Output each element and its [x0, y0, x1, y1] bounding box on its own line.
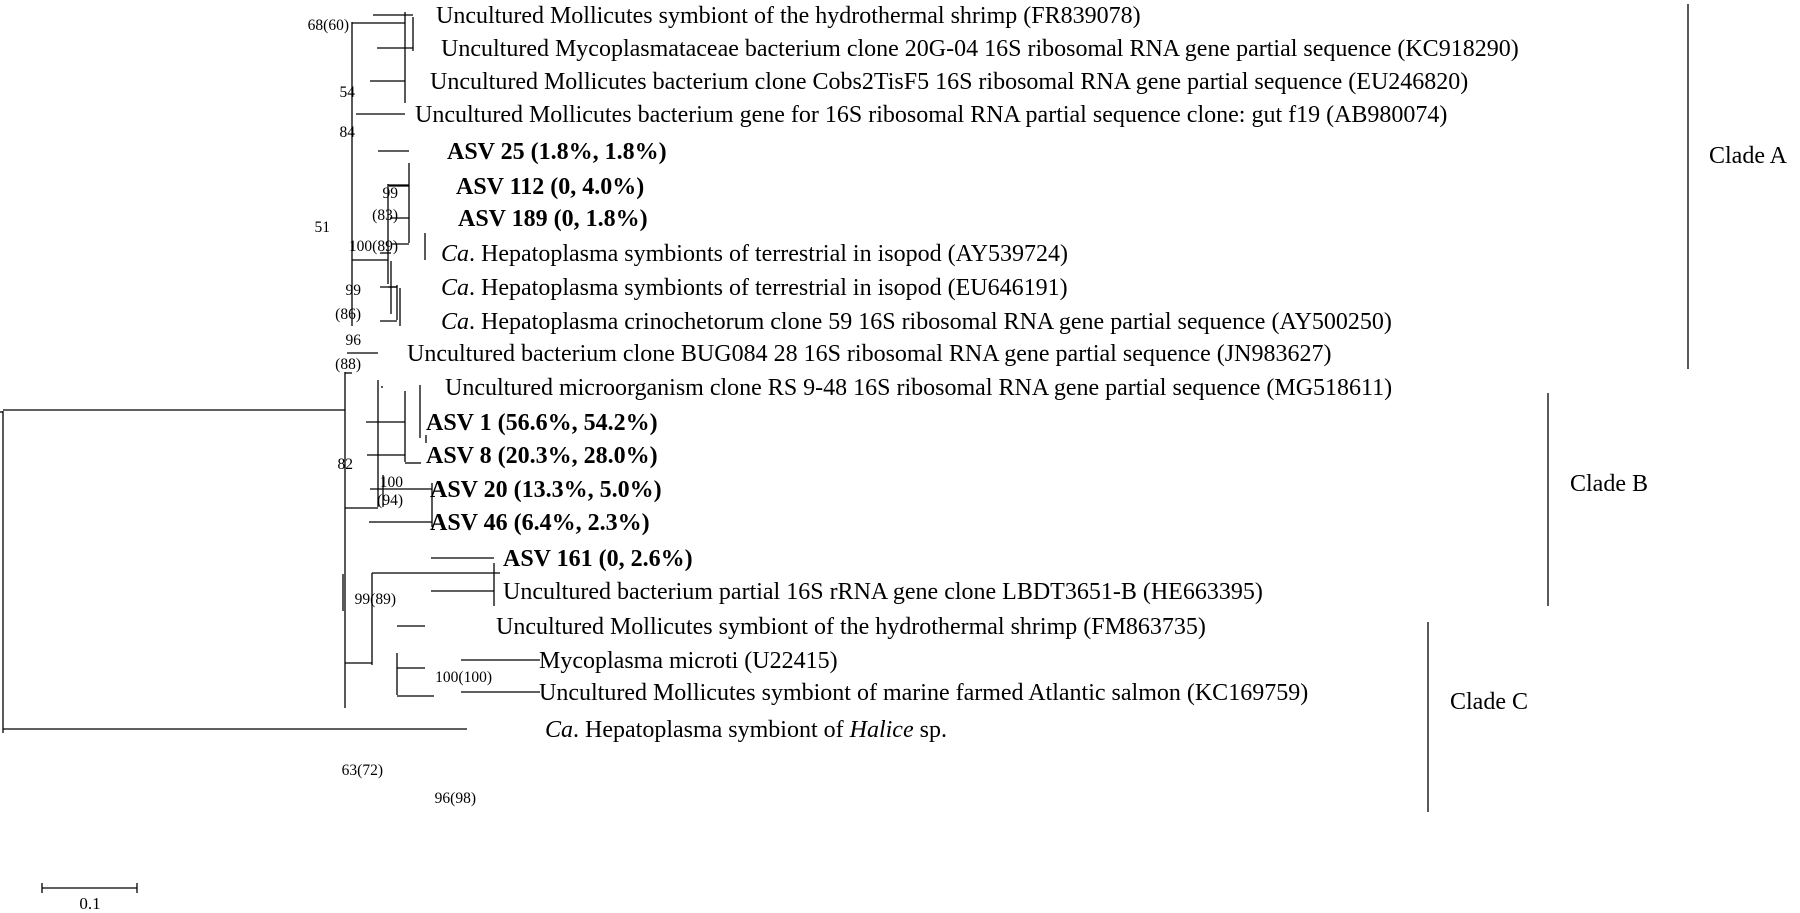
- leaf-label: [456, 174, 644, 200]
- leaf-label: [426, 410, 658, 436]
- support-value: 96: [345, 332, 361, 349]
- leaf-label-part: Ca: [545, 717, 574, 743]
- support-value: 100(100): [435, 669, 492, 686]
- support-value: (94): [377, 492, 403, 509]
- leaf-label-part: Uncultured Mollicutes symbiont of the hydrothermal shrimp (FR839078): [436, 3, 1141, 29]
- leaf-label: [415, 102, 1447, 128]
- leaf-label: [503, 546, 693, 572]
- leaf-label-part: ASV 25 (1.8%, 1.8%): [447, 139, 667, 165]
- support-value: 100(89): [348, 238, 398, 255]
- leaf-label-part: ASV 46 (6.4%, 2.3%): [430, 510, 650, 536]
- support-value: 54: [339, 84, 355, 101]
- clade-label: Clade B: [1570, 471, 1648, 497]
- leaf-label: [430, 69, 1468, 95]
- scale-bar-label: 0.1: [79, 894, 101, 913]
- leaf-label: [539, 648, 838, 674]
- scale-bar: [42, 883, 137, 913]
- support-value: 51: [314, 219, 330, 236]
- leaf-label-part: . Hepatoplasma crinochetorum clone 59 16S ribosomal RNA gene partial sequence (AY500250): [469, 309, 1392, 335]
- support-value: 84: [339, 124, 355, 141]
- leaf-label-part: Ca: [441, 309, 470, 335]
- leaf-label-part: ASV 1 (56.6%, 54.2%): [426, 410, 658, 436]
- support-value: 68(60): [307, 17, 349, 34]
- leaf-label: [458, 206, 648, 232]
- support-value: (83): [372, 207, 398, 224]
- support-value: 100: [379, 474, 403, 491]
- leaf-label-part: Halice: [849, 717, 914, 743]
- leaf-label: [496, 614, 1206, 640]
- support-value: 99: [345, 282, 361, 299]
- leaf-label-part: Mycoplasma microti (U22415): [539, 648, 838, 674]
- leaf-label-part: Uncultured Mollicutes symbiont of marine farmed Atlantic salmon (KC169759): [539, 680, 1309, 706]
- leaf-label-part: Uncultured Mollicutes bacterium gene for 16S ribosomal RNA partial sequence clone: gut f19 (AB980074): [415, 102, 1448, 128]
- leaf-label-part: . Hepatoplasma symbionts of terrestrial in isopod (EU646191): [469, 275, 1068, 301]
- leaf-label: [407, 341, 1331, 367]
- leaf-label-part: Uncultured microorganism clone RS 9-48 16S ribosomal RNA gene partial sequence (MG518611): [445, 375, 1393, 401]
- leaf-label: [441, 275, 1068, 301]
- leaf-label-part: Uncultured Mycoplasmataceae bacterium clone 20G-04 16S ribosomal RNA gene partial sequence (KC918290): [441, 36, 1519, 62]
- leaf-label-part: ASV 189 (0, 1.8%): [458, 206, 648, 232]
- support-value: 99: [382, 185, 398, 202]
- leaf-label-part: Ca: [441, 241, 470, 267]
- leaf-label: [430, 477, 662, 503]
- leaf-label-part: Uncultured Mollicutes symbiont of the hydrothermal shrimp (FM863735): [496, 614, 1206, 640]
- leaf-label: [545, 717, 947, 743]
- leaf-label: [539, 680, 1308, 706]
- clade-label: Clade C: [1450, 689, 1528, 715]
- leaf-label: [430, 510, 650, 536]
- leaf-label: [445, 375, 1392, 401]
- support-value: (88): [335, 356, 361, 373]
- leaf-label-part: ASV 20 (13.3%, 5.0%): [430, 477, 662, 503]
- leaf-label: [441, 241, 1068, 267]
- leaf-label-part: Uncultured bacterium partial 16S rRNA gene clone LBDT3651-B (HE663395): [503, 579, 1263, 605]
- leaf-label-part: ASV 161 (0, 2.6%): [503, 546, 693, 572]
- leaf-label: [441, 309, 1392, 335]
- leaf-label: [426, 443, 658, 469]
- leaf-label-part: ASV 8 (20.3%, 28.0%): [426, 443, 658, 469]
- leaf-label-part: sp.: [913, 717, 947, 743]
- support-value: 99(89): [354, 591, 396, 608]
- leaf-label-part: Ca: [441, 275, 470, 301]
- leaf-label: [441, 36, 1519, 62]
- leaf-label-part: . Hepatoplasma symbionts of terrestrial in isopod (AY539724): [469, 241, 1069, 267]
- clade-label: Clade A: [1709, 143, 1787, 169]
- leaf-label: [436, 3, 1141, 29]
- support-value: 96(98): [434, 790, 476, 807]
- support-value: 63(72): [341, 762, 383, 779]
- leaf-label: [503, 579, 1263, 605]
- leaf-label-part: Uncultured Mollicutes bacterium clone Cobs2TisF5 16S ribosomal RNA gene partial sequence (EU246820): [430, 69, 1469, 95]
- leaf-label-part: ASV 112 (0, 4.0%): [456, 174, 645, 200]
- support-value: (86): [335, 306, 361, 323]
- leaf-label-part: Uncultured bacterium clone BUG084 28 16S ribosomal RNA gene partial sequence (JN983627): [407, 341, 1332, 367]
- leaf-label: [447, 139, 667, 165]
- leaf-label-part: . Hepatoplasma symbiont of: [573, 717, 850, 743]
- support-value: 82: [337, 456, 353, 473]
